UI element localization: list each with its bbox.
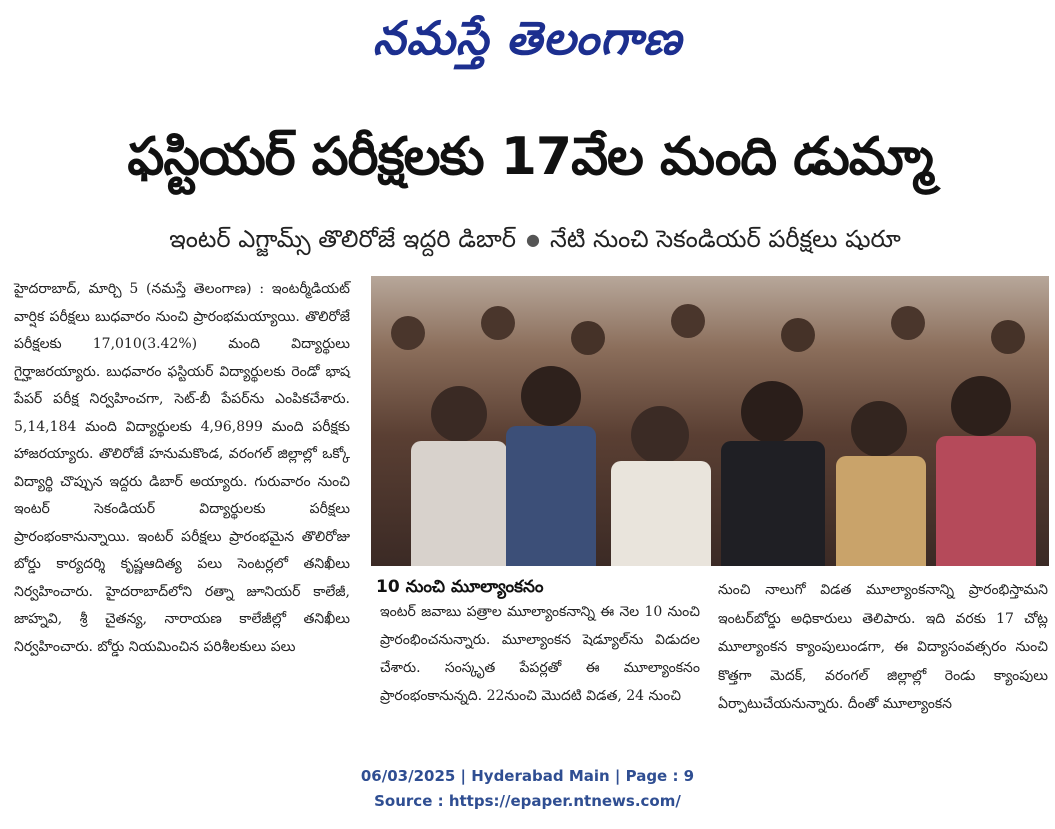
- article-column-2: [380, 598, 700, 748]
- subheadline-left: ఇంటర్ ఎగ్జామ్స్ తొలిరోజే ఇద్దరి డిబార్: [169, 225, 516, 253]
- subheadline: [40, 218, 1030, 260]
- footer-date-page: 06/03/2025 | Hyderabad Main | Page : 9: [360, 767, 695, 785]
- footer-source: Source : https://epaper.ntnews.com/: [374, 792, 681, 810]
- subheadline-right: నేటి నుంచి సెకండియర్ పరీక్షలు షురూ: [549, 225, 901, 253]
- section-subtitle: 10 నుంచి మూల్యాంకనం: [376, 577, 544, 597]
- article-column-1: [14, 276, 350, 746]
- masthead-logo: [0, 6, 1055, 70]
- article-text-column-2: ఇంటర్ జవాబు పత్రాల మూల్యాంకనాన్ని ఈ నెల 10 నుంచి ప్రారంభించనున్నారు. మూల్యాంకన షెడ్యూల్‌ను విడుదల చేశారు. సంస్కృత పేపర్లతో ఈ మూల్యాంకనం ప్రారంభంకానున్నది. 22నుంచి మొదటి విడత, 24 నుంచి: [380, 604, 700, 704]
- headline: ఫస్టియర్ పరీక్షలకు 17వేల మంది డుమ్మా: [127, 127, 933, 187]
- article-text-column-3: నుంచి నాలుగో విడత మూల్యాంకనాన్ని ప్రారంభిస్తామని ఇంటర్‌బోర్డు అధికారులు తెలిపారు. ఇది వరకు 17 చోట్ల మూల్యాంకన క్యాంపులుండగా, ఈ విద్యాసంవత్సరం నుంచి కొత్తగా మెదక్, వరంగల్ జిల్లాల్లో రెండు క్యాంపులు ఏర్పాటుచేయనున్నారు. దీంతో మూల్యాంకన: [718, 582, 1048, 712]
- article-text-column-1: హైదరాబాద్, మార్చి 5 (నమస్తే తెలంగాణ) : ఇంటర్మీడియట్ వార్షిక పరీక్షలు బుధవారం నుంచి ప్రారంభమయ్యాయి. తొలిరోజే పరీక్షలకు 17,010(3.42%) మంది విద్యార్థులు గైర్హాజరయ్యారు. బుధవారం ఫస్టియర్ విద్యార్థులకు రెండో భాష పేపర్ పరీక్ష నిర్వహించగా, సెట్-బీ పేపర్‌ను ఎంపికచేశారు. 5,14,184 మంది విద్యార్థులకు 4,96,899 మంది పరీక్షకు హాజరయ్యారు. తొలిరోజే హనుమకొండ, వరంగల్ జిల్లాల్లో ఒక్కో విద్యార్థి చొప్పున ఇద్దరు డిబార్ అయ్యారు. గురువారం నుంచి ఇంటర్ సెకండియర్ విద్యార్థులకు పరీక్షలు ప్రారంభంకానున్నాయి. ఇంటర్ పరీక్షలు ప్రారంభమైన తొలిరోజు బోర్డు కార్యదర్శి కృష్ణఆదిత్య పలు సెంటర్లలో తనిఖీలు నిర్వహించారు. హైదరాబాద్‌లోని రత్నా జూనియర్ కాలేజీ, జాహ్నవి, శ్రీ చైతన్య, నారాయణ కాలేజీల్లో తనిఖీలు నిర్వహించారు. బోర్డు నియమించిన పరిశీలకులు పలు: [14, 281, 350, 655]
- masthead-title: నమస్తే తెలంగాణ: [372, 11, 683, 65]
- footer: [0, 764, 1055, 814]
- news-photo: [371, 276, 1049, 566]
- article-column-3: [718, 576, 1048, 748]
- bullet-separator: ●: [526, 230, 540, 249]
